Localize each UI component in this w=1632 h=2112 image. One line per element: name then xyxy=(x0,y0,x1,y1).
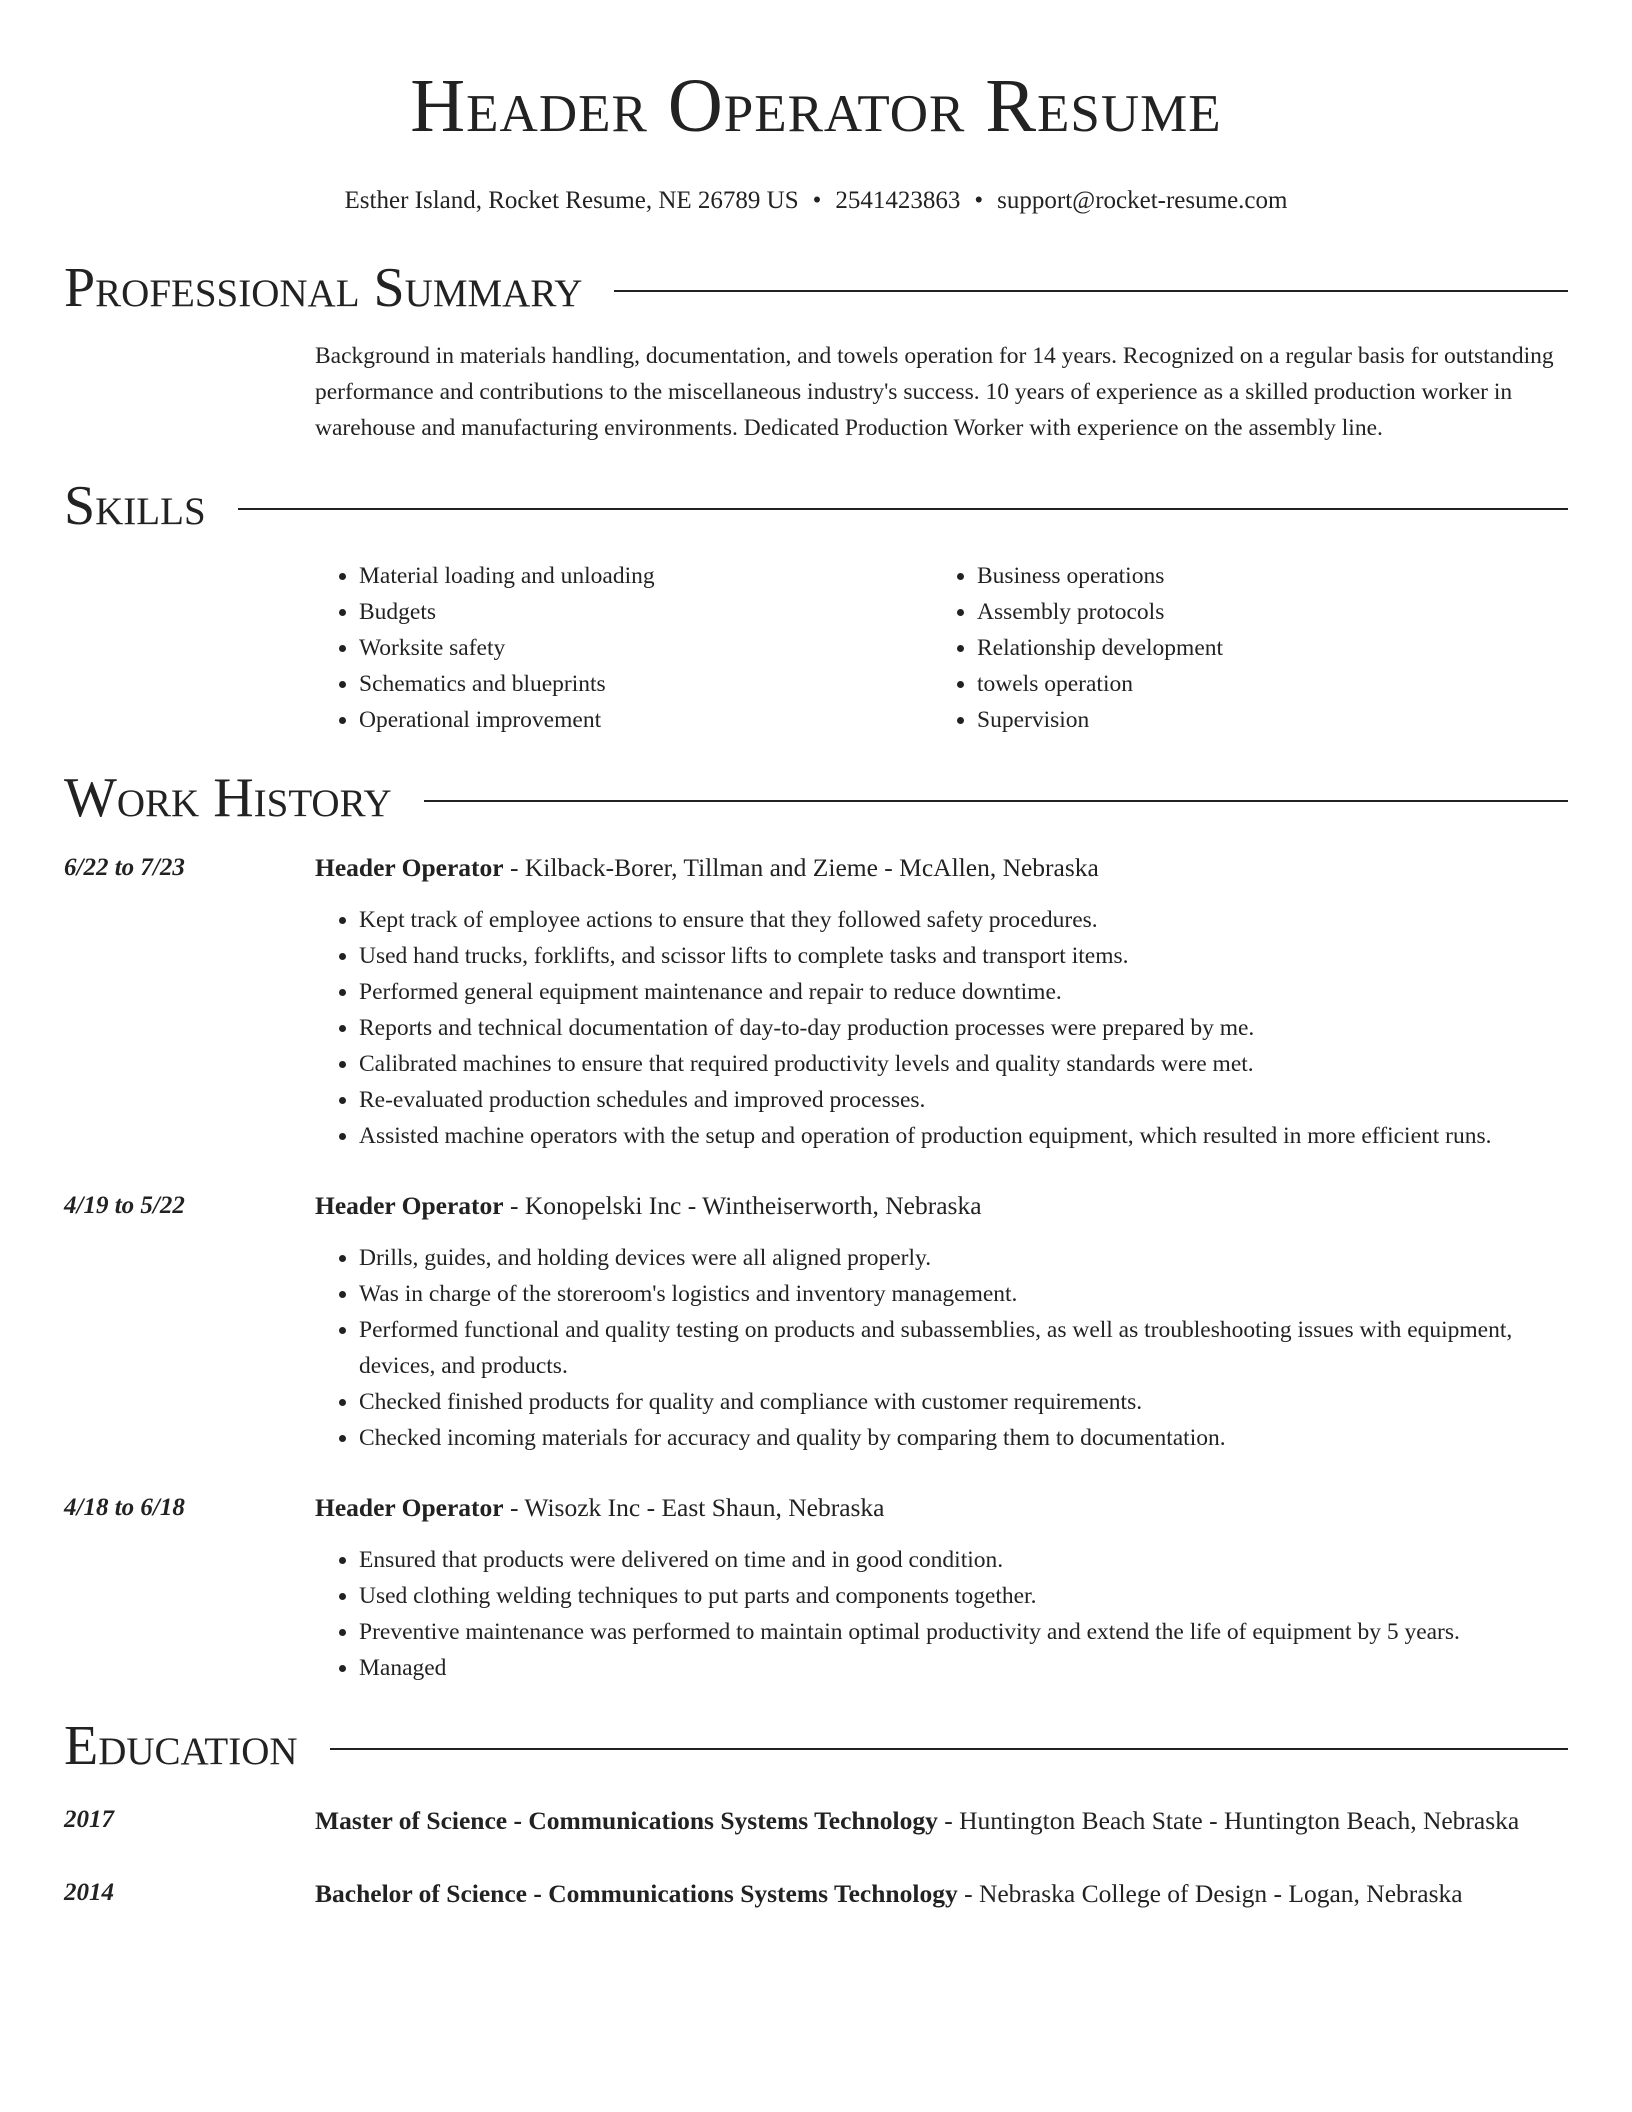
skills-list-left xyxy=(315,558,933,738)
contact-separator: • xyxy=(812,187,822,214)
job-heading xyxy=(315,1188,1568,1224)
education-details xyxy=(315,1875,1568,1912)
job-bullet: • Assisted machine operators with the setup and operation of production equipment, which resulted in more efficient runs. xyxy=(359,1118,1568,1154)
job-role: Header Operator xyxy=(315,1191,504,1220)
section-header-education xyxy=(64,1714,1568,1778)
section-header-skills xyxy=(64,474,1568,538)
section-divider xyxy=(238,508,1568,510)
education-degree: Bachelor of Science - Communications Systems Technology xyxy=(315,1879,958,1908)
resume-title: Header Operator Resume xyxy=(410,64,1222,148)
section-title-education: Education xyxy=(64,1715,298,1777)
job-bullet: • Performed general equipment maintenance and repair to reduce downtime. xyxy=(359,974,1568,1010)
job-employer: - Wisozk Inc - East Shaun, Nebraska xyxy=(503,1493,885,1522)
job-employer: - Konopelski Inc - Wintheiserworth, Nebraska xyxy=(503,1191,982,1220)
job-heading xyxy=(315,850,1568,886)
job-bullet: • Checked finished products for quality and compliance with customer requirements. xyxy=(359,1384,1568,1420)
skill-item: • towels operation xyxy=(977,666,1537,702)
job-dates: 4/18 to 6/18 xyxy=(64,1494,185,1521)
section-title-summary: Professional Summary xyxy=(64,257,583,319)
section-title-skills: Skills xyxy=(64,475,206,537)
contact-line xyxy=(64,186,1568,216)
job-bullet: • Calibrated machines to ensure that required productivity levels and quality standards were met. xyxy=(359,1046,1568,1082)
education-heading xyxy=(315,1802,1568,1839)
skill-item: • Supervision xyxy=(977,702,1537,738)
job-details xyxy=(315,1490,1568,1686)
contact-email: support@rocket-resume.com xyxy=(997,187,1288,214)
job-role: Header Operator xyxy=(315,1493,504,1522)
skills-columns xyxy=(315,558,1568,738)
job-bullet: • Was in charge of the storeroom's logistics and inventory management. xyxy=(359,1276,1568,1312)
job-bullet: • Re-evaluated production schedules and improved processes. xyxy=(359,1082,1568,1118)
skills-list-right xyxy=(933,558,1537,738)
education-heading xyxy=(315,1875,1568,1912)
skill-item: • Relationship development xyxy=(977,630,1537,666)
skill-item: • Business operations xyxy=(977,558,1537,594)
job-entry xyxy=(64,1490,1568,1686)
education-school: - Huntington Beach State - Huntington Beach, Nebraska xyxy=(937,1806,1520,1835)
education-year: 2014 xyxy=(64,1879,114,1906)
job-bullet: • Managed xyxy=(359,1650,1568,1686)
job-bullet: • Drills, guides, and holding devices were all aligned properly. xyxy=(359,1240,1568,1276)
education-entry xyxy=(64,1802,1568,1839)
section-header-work xyxy=(64,766,1568,830)
skill-item: • Budgets xyxy=(359,594,933,630)
job-bullets xyxy=(315,1542,1568,1686)
education-details xyxy=(315,1802,1568,1839)
job-bullet: • Checked incoming materials for accuracy and quality by comparing them to documentation. xyxy=(359,1420,1568,1456)
contact-phone: 2541423863 xyxy=(835,187,961,214)
job-bullet: • Used clothing welding techniques to put parts and components together. xyxy=(359,1578,1568,1614)
job-entry xyxy=(64,1188,1568,1456)
job-bullet: • Preventive maintenance was performed to maintain optimal productivity and extend the life of equipment by 5 years. xyxy=(359,1614,1568,1650)
job-heading xyxy=(315,1490,1568,1526)
job-details xyxy=(315,1188,1568,1456)
skill-item: • Assembly protocols xyxy=(977,594,1537,630)
section-divider xyxy=(330,1748,1568,1750)
education-degree: Master of Science - Communications Systems Technology xyxy=(315,1806,938,1835)
job-bullet: • Kept track of employee actions to ensure that they followed safety procedures. xyxy=(359,902,1568,938)
job-role: Header Operator xyxy=(315,853,504,882)
section-divider xyxy=(614,290,1568,292)
summary-text: Background in materials handling, documentation, and towels operation for 14 years. Recognized on a regular basis for outstanding performance and contributions to the miscellaneous industry's success. 10 years of experience as a skilled production worker in warehouse and manufacturing environments. Dedicated Production Worker with experience on the assembly line. xyxy=(315,343,1554,441)
job-bullet: • Reports and technical documentation of day-to-day production processes were prepared by me. xyxy=(359,1010,1568,1046)
skill-item: • Material loading and unloading xyxy=(359,558,933,594)
job-bullet: • Used hand trucks, forklifts, and scissor lifts to complete tasks and transport items. xyxy=(359,938,1568,974)
section-divider xyxy=(424,800,1568,802)
section-title-work: Work History xyxy=(64,767,392,829)
education-year: 2017 xyxy=(64,1806,114,1833)
education-school: - Nebraska College of Design - Logan, Nebraska xyxy=(957,1879,1463,1908)
skill-item: • Schematics and blueprints xyxy=(359,666,933,702)
job-entry xyxy=(64,850,1568,1154)
job-bullets xyxy=(315,1240,1568,1456)
skill-item: • Operational improvement xyxy=(359,702,933,738)
education-entry xyxy=(64,1875,1568,1912)
job-details xyxy=(315,850,1568,1154)
job-dates: 4/19 to 5/22 xyxy=(64,1192,185,1219)
contact-separator: • xyxy=(974,187,984,214)
section-header-summary xyxy=(64,256,1568,320)
job-employer: - Kilback-Borer, Tillman and Zieme - McAllen, Nebraska xyxy=(503,853,1099,882)
job-bullet: • Ensured that products were delivered on time and in good condition. xyxy=(359,1542,1568,1578)
job-dates: 6/22 to 7/23 xyxy=(64,854,185,881)
job-bullet: • Performed functional and quality testing on products and subassemblies, as well as troubleshooting issues with equipment, devices, and products. xyxy=(359,1312,1568,1384)
contact-address: Esther Island, Rocket Resume, NE 26789 US xyxy=(344,187,799,214)
skill-item: • Worksite safety xyxy=(359,630,933,666)
job-bullets xyxy=(315,902,1568,1154)
